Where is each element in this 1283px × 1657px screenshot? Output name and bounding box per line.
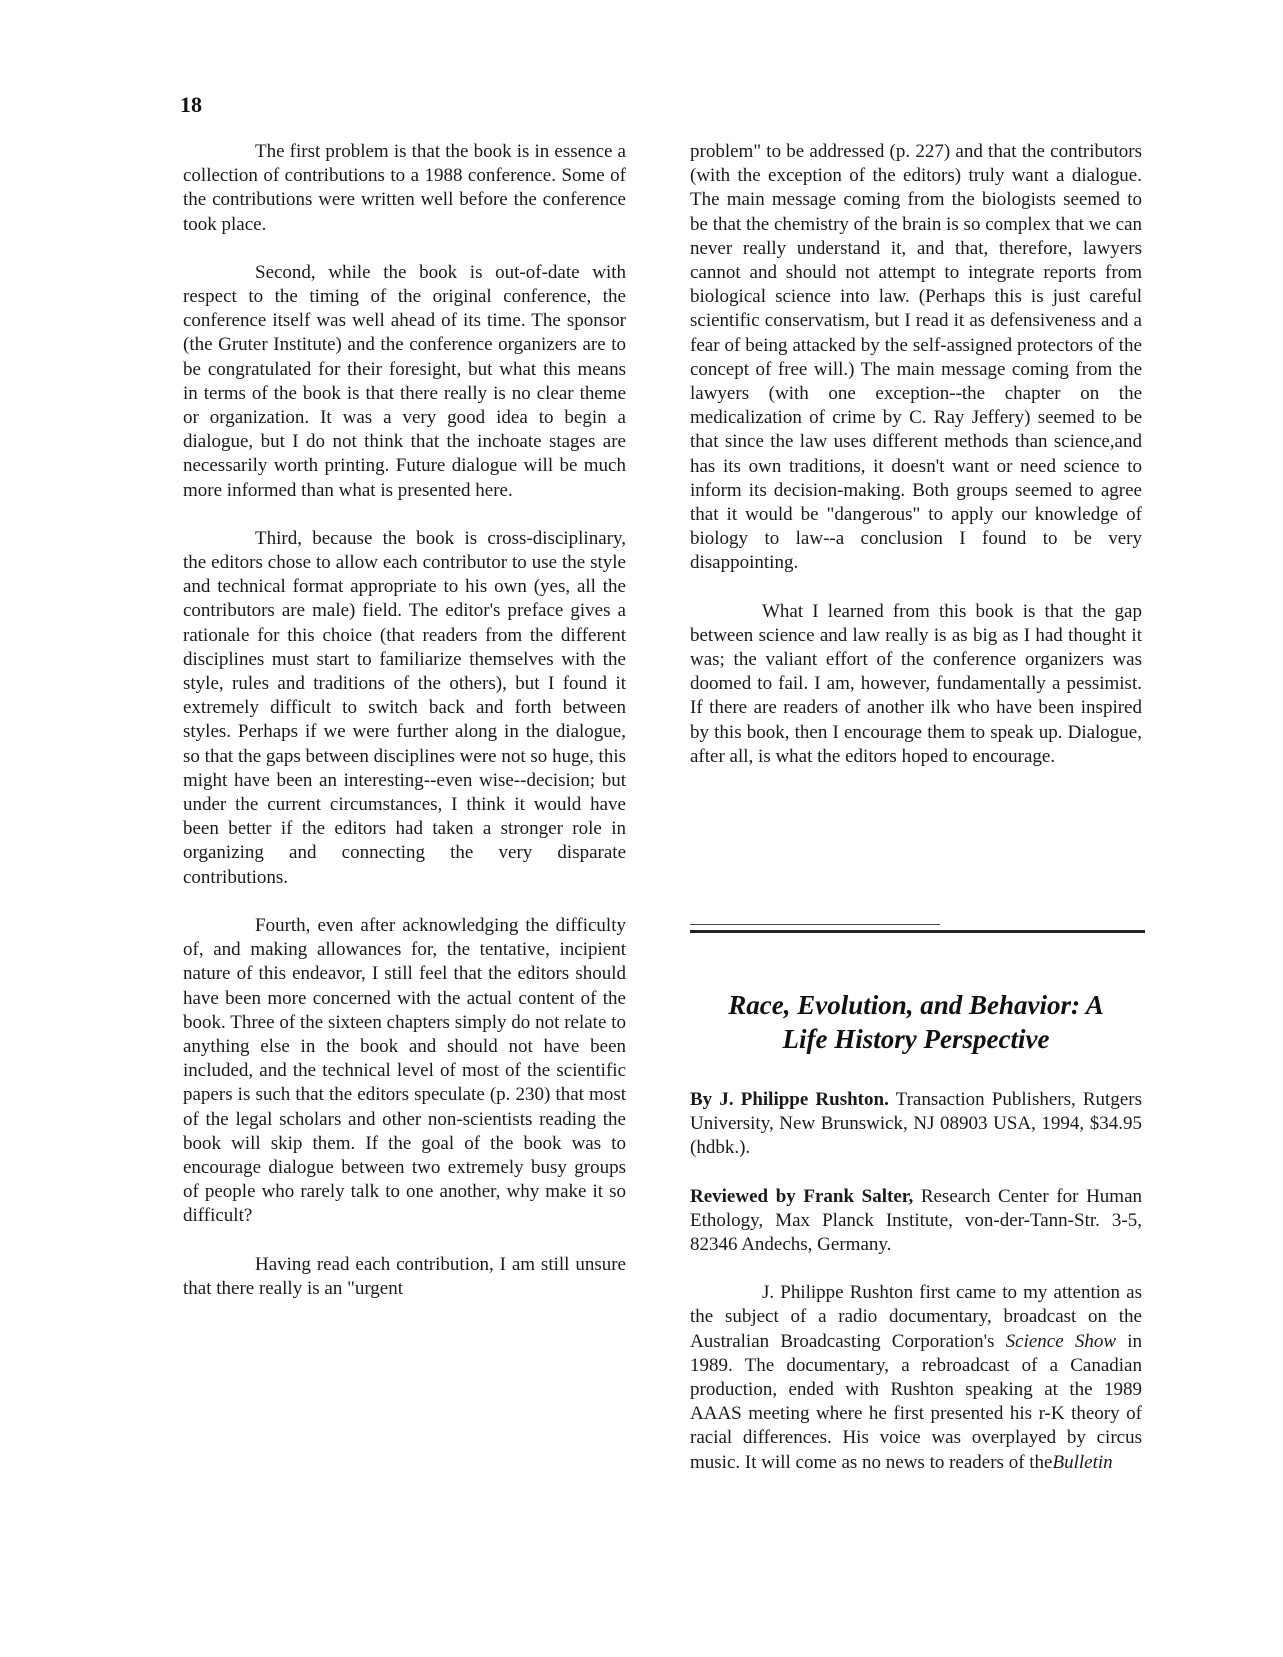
reviewer-affiliation: Research Center for Human Ethology, Max Planck Institute, von-der-Tann-Str. 3-5, 82346 Andechs, Germany. (690, 1185, 1142, 1256)
article-end-rule-thin (690, 924, 940, 925)
paragraph-fourth: Fourth, even after acknowledging the difficulty of, and making allowances for, the tentative, incipient nature of this endeavor, I still feel that the editors should have been more concerned with the actual content of the book. Three of the sixteen chapters simply do not relate to anything else in the book and should not have been included, and the technical level of most of the scientific papers is such that the editors speculate (p. 230) that most of the legal scholars and other non-scientists reading the book will skip them. If the goal of the book was to encourage dialogue between two extremely busy groups of people who rarely talk to one another, why make it so difficult? (183, 914, 626, 1227)
review-body-part-1: J. Philippe Rushton first came to my attention as the subject of a radio documentary, broadcast on the Australian Broadcasting Corporation's (690, 1282, 1142, 1352)
review-byline (690, 1088, 1142, 1161)
review-body-paragraph (690, 1281, 1142, 1475)
paragraph-first-problem: The first problem is that the book is in essence a collection of contributions to a 1988 conference. Some of the contributions were written well before the conference took place. (183, 141, 626, 235)
paragraph-having-read: Having read each contribution, I am still unsure that there really is an "urgent (183, 1253, 626, 1299)
right-column (690, 140, 1142, 793)
reviewer-credit (690, 1185, 1142, 1258)
paragraph-second: Second, while the book is out-of-date with respect to the timing of the original conference, the conference itself was well ahead of its time. The sponsor (the Gruter Institute) and the conference organizers are to be congratulated for their foresight, but what this means in terms of the book is that there really is no clear theme or organization. It was a very good idea to begin a dialogue, but I do not think that the inchoate stages are necessarily worth printing. Future dialogue will be much more informed than what is presented here. (183, 261, 626, 501)
paragraph-continuation: problem" to be addressed (p. 227) and that the contributors (with the exception of the editors) truly want a dialogue. The main message coming from the biologists seemed to be that the chemistry of the brain is so complex that we can never really understand it, and that, therefore, lawyers cannot and should not attempt to integrate reports from biological science into law. (Perhaps this is just careful scientific conservatism, but I read it as defensiveness and a fear of being attacked by the self-assigned protectors of the concept of free will.) The main message coming from the lawyers (with one exception--the chapter on the medicalization of crime by C. Ray Jeffery) seemed to be that since the law uses different methods than science,and has its own traditions, it doesn't want or need science to inform its decision-making. Both groups seemed to agree that it would be "dangerous" to apply our knowledge of biology to law--a conclusion I found to be very disappointing. (690, 141, 1142, 574)
review-title (690, 988, 1142, 1056)
byline-author: By J. Philippe Rushton. (690, 1089, 889, 1110)
left-column (183, 140, 626, 1325)
byline-publisher: Transaction Publishers, Rutgers University, New Brunswick, NJ 08903 USA, 1994, $34.95 (hdbk.). (690, 1089, 1142, 1159)
review-block (690, 988, 1142, 1475)
bulletin-title: Bulletin (1052, 1451, 1113, 1473)
paragraph-closing: What I learned from this book is that the gap between science and law really is as big as I had thought it was; the valiant effort of the conference organizers was doomed to fail. I am, however, fundamentally a pessimist. If there are readers of another ilk who have been inspired by this book, then I encourage them to speak up. Dialogue, after all, is what the editors hoped to encourage. (690, 600, 1142, 767)
paragraph-third: Third, because the book is cross-disciplinary, the editors chose to allow each contributor to use the style and technical format appropriate to his own (yes, all the contributors are male) field. The editor's preface gives a rationale for this choice (that readers from the different disciplines must start to familiarize themselves with the style, rules and traditions of the others), but I found it extremely difficult to switch back and forth between styles. Perhaps if we were further along in the dialogue, so that the gaps between disciplines were not so huge, this might have been an interesting--even wise--decision; but under the current circumstances, I think it would have been better if the editors had taken a stronger role in organizing and connecting the very disparate contributions. (183, 527, 626, 888)
review-body-part-2: in 1989. The documentary, a rebroadcast of a Canadian production, ended with Rushton speaking at the 1989 AAAS meeting where he first presented his r-K theory of racial differences. His voice was overplayed by circus music. It will come as no news to readers of the (690, 1330, 1143, 1473)
review-title-line-2: Life History Perspective (782, 1024, 1050, 1054)
reviewer-name: Reviewed by Frank Salter, (690, 1185, 914, 1207)
page-number: 18 (180, 92, 202, 117)
science-show-title: Science Show (1005, 1330, 1117, 1352)
review-title-line-1: Race, Evolution, and Behavior: A (728, 990, 1104, 1020)
article-end-rule (690, 930, 1145, 933)
